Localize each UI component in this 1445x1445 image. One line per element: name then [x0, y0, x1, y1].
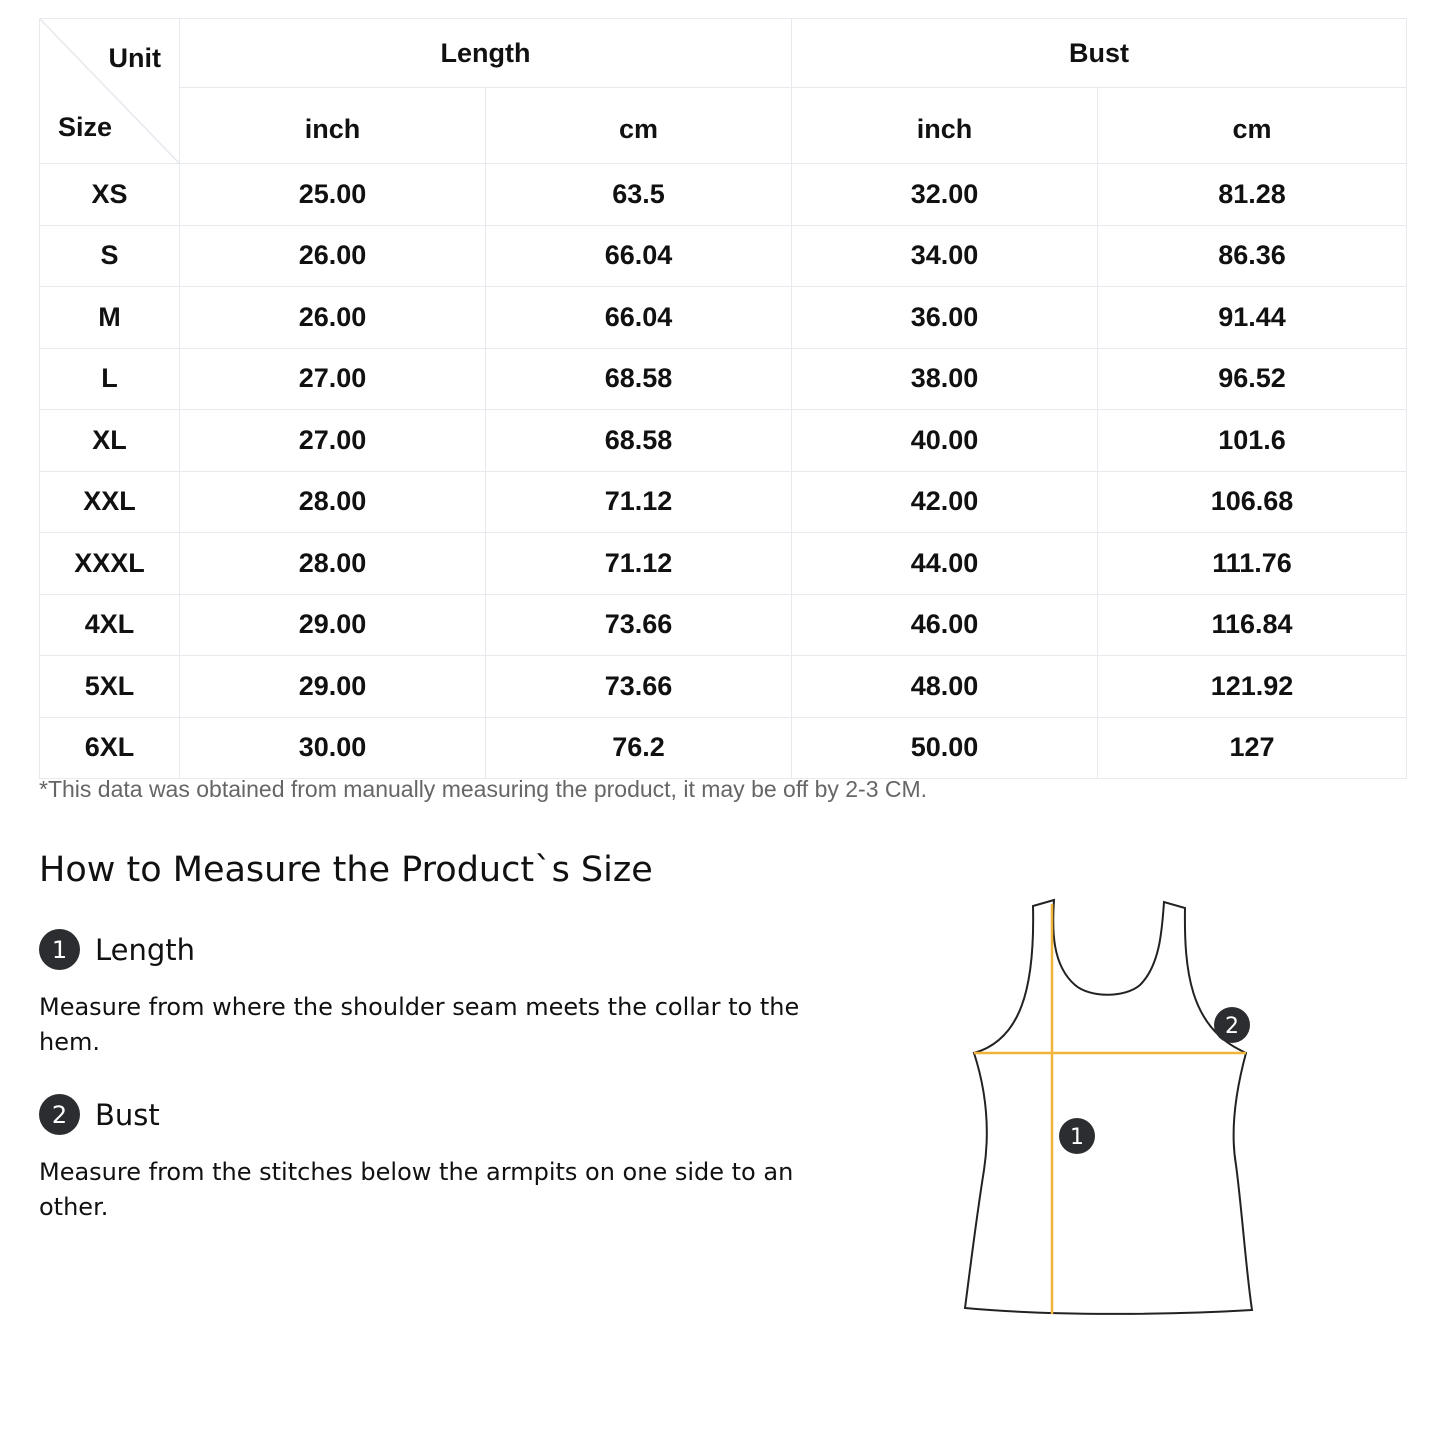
length-cm-cell: 66.04 — [486, 287, 792, 349]
howto-title: How to Measure the Product`s Size — [39, 850, 653, 890]
table-row — [40, 471, 1407, 533]
step-label: Bust — [95, 1097, 160, 1132]
table-corner-cell — [40, 19, 180, 164]
table-row — [40, 533, 1407, 595]
bust-cm-cell: 86.36 — [1098, 225, 1407, 287]
bust-cm-cell: 101.6 — [1098, 410, 1407, 472]
table-row — [40, 410, 1407, 472]
corner-size-label: Size — [58, 112, 113, 142]
length-cm-cell: 68.58 — [486, 348, 792, 410]
bust-cm-cell: 111.76 — [1098, 533, 1407, 595]
step-length — [39, 929, 195, 970]
length-cm-cell: 66.04 — [486, 225, 792, 287]
length-cm-cell: 76.2 — [486, 717, 792, 779]
length-inch-cell: 27.00 — [180, 348, 486, 410]
table-row — [40, 225, 1407, 287]
bust-inch-cell: 42.00 — [792, 471, 1098, 533]
size-cell: 5XL — [40, 656, 180, 718]
bust-inch-cell: 38.00 — [792, 348, 1098, 410]
bust-inch-cell: 34.00 — [792, 225, 1098, 287]
table-row — [40, 594, 1407, 656]
step-description: Measure from the stitches below the armpits on one side to an other. — [39, 1158, 794, 1221]
garment-outline — [965, 900, 1252, 1314]
unit-header: cm — [486, 88, 792, 164]
length-inch-cell: 28.00 — [180, 471, 486, 533]
length-inch-cell: 29.00 — [180, 656, 486, 718]
size-cell: L — [40, 348, 180, 410]
table-header-groups — [40, 19, 1407, 88]
bust-inch-cell: 32.00 — [792, 164, 1098, 226]
table-row — [40, 287, 1407, 349]
length-cm-cell: 73.66 — [486, 656, 792, 718]
size-cell: XS — [40, 164, 180, 226]
size-cell: XXXL — [40, 533, 180, 595]
bust-inch-cell: 36.00 — [792, 287, 1098, 349]
step-bust — [39, 1094, 160, 1135]
table-row — [40, 656, 1407, 718]
unit-header: cm — [1098, 88, 1407, 164]
size-cell: 4XL — [40, 594, 180, 656]
size-cell: S — [40, 225, 180, 287]
size-table — [39, 18, 1407, 779]
bust-cm-cell: 96.52 — [1098, 348, 1407, 410]
group-header-bust: Bust — [792, 19, 1407, 88]
bust-cm-cell: 106.68 — [1098, 471, 1407, 533]
measurement-disclaimer: *This data was obtained from manually measuring the product, it may be off by 2-3 CM. — [39, 776, 928, 802]
length-inch-cell: 27.00 — [180, 410, 486, 472]
step-number-badge: 1 — [39, 929, 80, 970]
size-cell: 6XL — [40, 717, 180, 779]
length-inch-cell: 28.00 — [180, 533, 486, 595]
unit-header: inch — [792, 88, 1098, 164]
length-inch-cell: 26.00 — [180, 225, 486, 287]
group-header-length: Length — [180, 19, 792, 88]
bust-cm-cell: 91.44 — [1098, 287, 1407, 349]
bust-inch-cell: 48.00 — [792, 656, 1098, 718]
length-inch-cell: 30.00 — [180, 717, 486, 779]
table-row — [40, 717, 1407, 779]
bust-cm-cell: 121.92 — [1098, 656, 1407, 718]
length-cm-cell: 68.58 — [486, 410, 792, 472]
bust-inch-cell: 44.00 — [792, 533, 1098, 595]
length-inch-cell: 25.00 — [180, 164, 486, 226]
size-cell: M — [40, 287, 180, 349]
length-marker — [1059, 1118, 1095, 1154]
table-header-units — [40, 88, 1407, 164]
table-row — [40, 164, 1407, 226]
bust-inch-cell: 46.00 — [792, 594, 1098, 656]
length-inch-cell: 26.00 — [180, 287, 486, 349]
length-inch-cell: 29.00 — [180, 594, 486, 656]
length-cm-cell: 73.66 — [486, 594, 792, 656]
size-cell: XXL — [40, 471, 180, 533]
bust-marker — [1214, 1007, 1250, 1043]
tank-top-icon — [940, 890, 1280, 1330]
unit-header: inch — [180, 88, 486, 164]
bust-inch-cell: 40.00 — [792, 410, 1098, 472]
length-cm-cell: 71.12 — [486, 533, 792, 595]
size-cell: XL — [40, 410, 180, 472]
length-marker-number: 1 — [1070, 1125, 1084, 1150]
bust-marker-number: 2 — [1225, 1014, 1239, 1039]
bust-inch-cell: 50.00 — [792, 717, 1098, 779]
bust-cm-cell: 127 — [1098, 717, 1407, 779]
corner-unit-label: Unit — [108, 43, 161, 73]
table-row — [40, 348, 1407, 410]
step-number-badge: 2 — [39, 1094, 80, 1135]
step-label: Length — [95, 932, 196, 967]
length-cm-cell: 63.5 — [486, 164, 792, 226]
bust-cm-cell: 116.84 — [1098, 594, 1407, 656]
bust-cm-cell: 81.28 — [1098, 164, 1407, 226]
step-description: Measure from where the shoulder seam meets the collar to the hem. — [39, 993, 800, 1056]
length-cm-cell: 71.12 — [486, 471, 792, 533]
